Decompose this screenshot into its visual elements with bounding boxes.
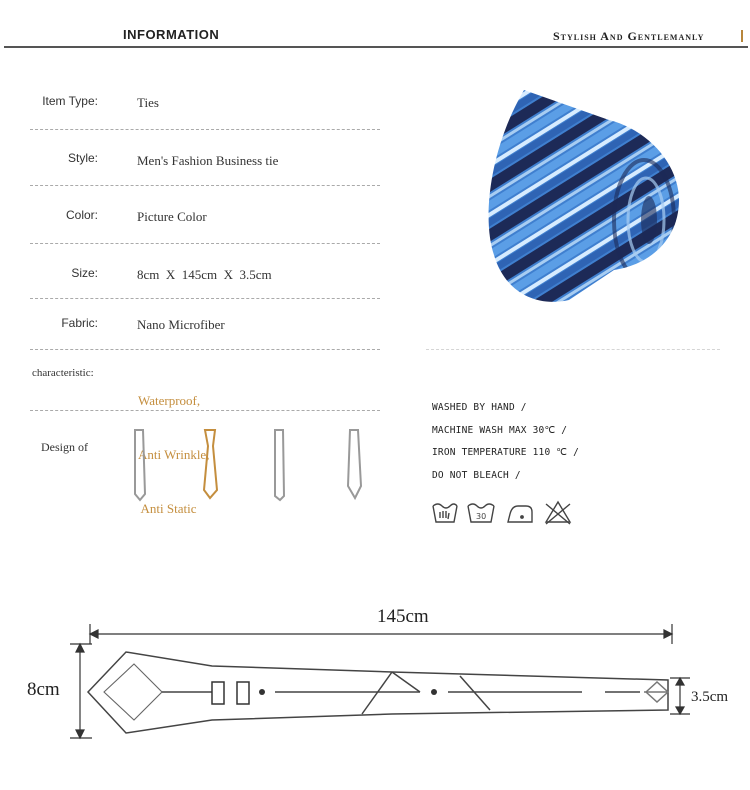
row-divider xyxy=(30,410,380,411)
row-divider xyxy=(30,243,380,244)
do-not-bleach-icon xyxy=(546,502,570,524)
spec-label-item-type: Item Type: xyxy=(42,94,98,108)
keeper-dot xyxy=(259,689,265,695)
characteristic-line: Anti Static xyxy=(138,501,197,516)
spec-value-size: 8cm X 145cm X 3.5cm xyxy=(137,267,272,282)
spec-label-fabric: Fabric: xyxy=(61,316,98,330)
characteristic-line: Waterproof, xyxy=(138,393,201,408)
tip-width-label: 3.5cm xyxy=(691,689,729,705)
tip-width-arrow xyxy=(670,678,690,714)
image-divider xyxy=(426,349,720,350)
tie-silhouette-wide xyxy=(348,430,361,498)
spec-label-size: Size: xyxy=(71,266,98,280)
spec-value-item-type: Ties xyxy=(137,95,159,110)
spec-value-color: Picture Color xyxy=(137,209,207,224)
tie-dimension-diagram xyxy=(0,600,750,750)
tie-silhouette-slim xyxy=(135,430,145,500)
care-instruction: IRON TEMPERATURE 110 ℃ / xyxy=(432,447,580,458)
row-divider xyxy=(30,298,380,299)
header-accent-mark xyxy=(741,30,743,42)
svg-text:30: 30 xyxy=(476,512,487,521)
care-instruction: MACHINE WASH MAX 30℃ / xyxy=(432,425,568,436)
machine-wash-30-icon xyxy=(468,504,494,522)
spec-label-color: Color: xyxy=(65,208,98,222)
length-label: 145cm xyxy=(377,606,429,627)
care-icons xyxy=(430,498,580,526)
spec-label-characteristic: characteristic: xyxy=(32,367,94,379)
tie-silhouette-flat xyxy=(275,430,284,500)
iron-icon xyxy=(508,506,532,522)
row-divider xyxy=(30,185,380,186)
spec-value-fabric: Nano Microfiber xyxy=(137,317,225,332)
care-instruction: WASHED BY HAND / xyxy=(432,402,527,413)
tie-outline xyxy=(88,652,668,733)
center-dot xyxy=(431,689,437,695)
characteristic-line: Anti Wrinkle, xyxy=(138,447,210,462)
width-label: 8cm xyxy=(27,679,60,700)
row-divider xyxy=(30,349,380,350)
section-title-information: INFORMATION xyxy=(123,27,220,42)
tie-design-options xyxy=(125,426,375,504)
row-divider xyxy=(30,129,380,130)
spec-label-design: Design of xyxy=(41,440,88,454)
hand-wash-icon xyxy=(433,504,457,522)
tie-silhouette-skinny-gold xyxy=(204,430,217,498)
tagline: Stylish And Gentlemanly xyxy=(553,29,705,43)
care-instruction: DO NOT BLEACH / xyxy=(432,470,521,481)
header-divider xyxy=(4,46,748,48)
spec-value-style: Men's Fashion Business tie xyxy=(137,153,279,168)
spec-label-style: Style: xyxy=(67,151,98,165)
tie-product-image xyxy=(474,90,686,308)
